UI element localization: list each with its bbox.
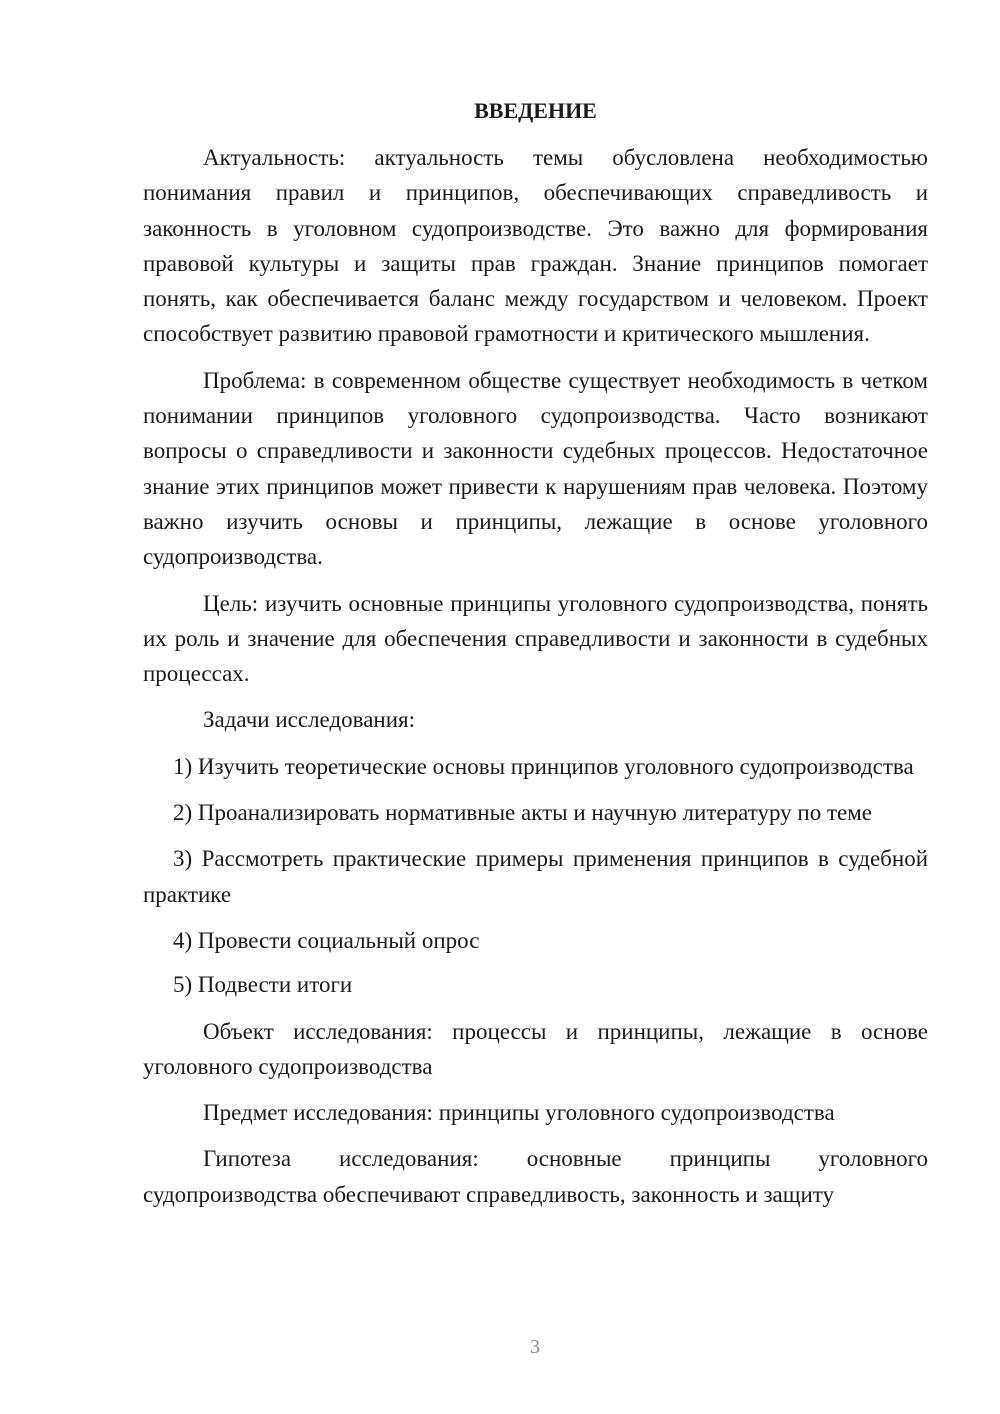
- task-item: 4) Провести социальный опрос: [173, 927, 480, 953]
- paragraph-subject: Предмет исследования: принципы уголовного судопроизводства: [203, 1100, 835, 1126]
- page-number: 3: [530, 1336, 540, 1358]
- task-item: 2) Проанализировать нормативные акты и научную литературу по теме: [173, 800, 872, 826]
- paragraph-relevance: Актуальность: актуальность темы обусловлена необходимостью понимания правил и принципов, обеспечивающих справедливость и законность в уголовном судопроизводстве. Это важно для формирования правовой культуры и защиты прав граждан. Знание принципов помогает понять, как обеспечивается баланс между государством и человеком. Проект способствует развитию правовой грамотности и критического мышления.: [143, 145, 928, 347]
- paragraph-goal: Цель: изучить основные принципы уголовного судопроизводства, понять их роль и значение для обеспечения справедливости и законности в судебных процессах.: [143, 590, 928, 687]
- body-text: [143, 140, 928, 1223]
- paragraph-hypothesis: Гипотеза исследования: основные принципы уголовного судопроизводства обеспечивают справедливость, законность и защиту: [143, 1146, 928, 1207]
- task-item: 3) Рассмотреть практические примеры применения принципов в судебной практике: [143, 846, 928, 907]
- paragraph-problem: Проблема: в современном обществе существует необходимость в четком понимании принципов уголовного судопроизводства. Часто возникают вопросы о справедливости и законности судебных процессов. Недостаточное знание этих принципов может привести к нарушениям прав человека. Поэтому важно изучить основы и принципы, лежащие в основе уголовного судопроизводства.: [143, 367, 928, 570]
- tasks-heading: Задачи исследования:: [203, 707, 416, 733]
- page-title: ВВЕДЕНИЕ: [474, 98, 597, 123]
- paragraph-object: Объект исследования: процессы и принципы, лежащие в основе уголовного судопроизводства: [143, 1018, 928, 1079]
- task-item: 1) Изучить теоретические основы принципов уголовного судопроизводства: [173, 753, 914, 779]
- task-item: 5) Подвести итоги: [173, 972, 353, 998]
